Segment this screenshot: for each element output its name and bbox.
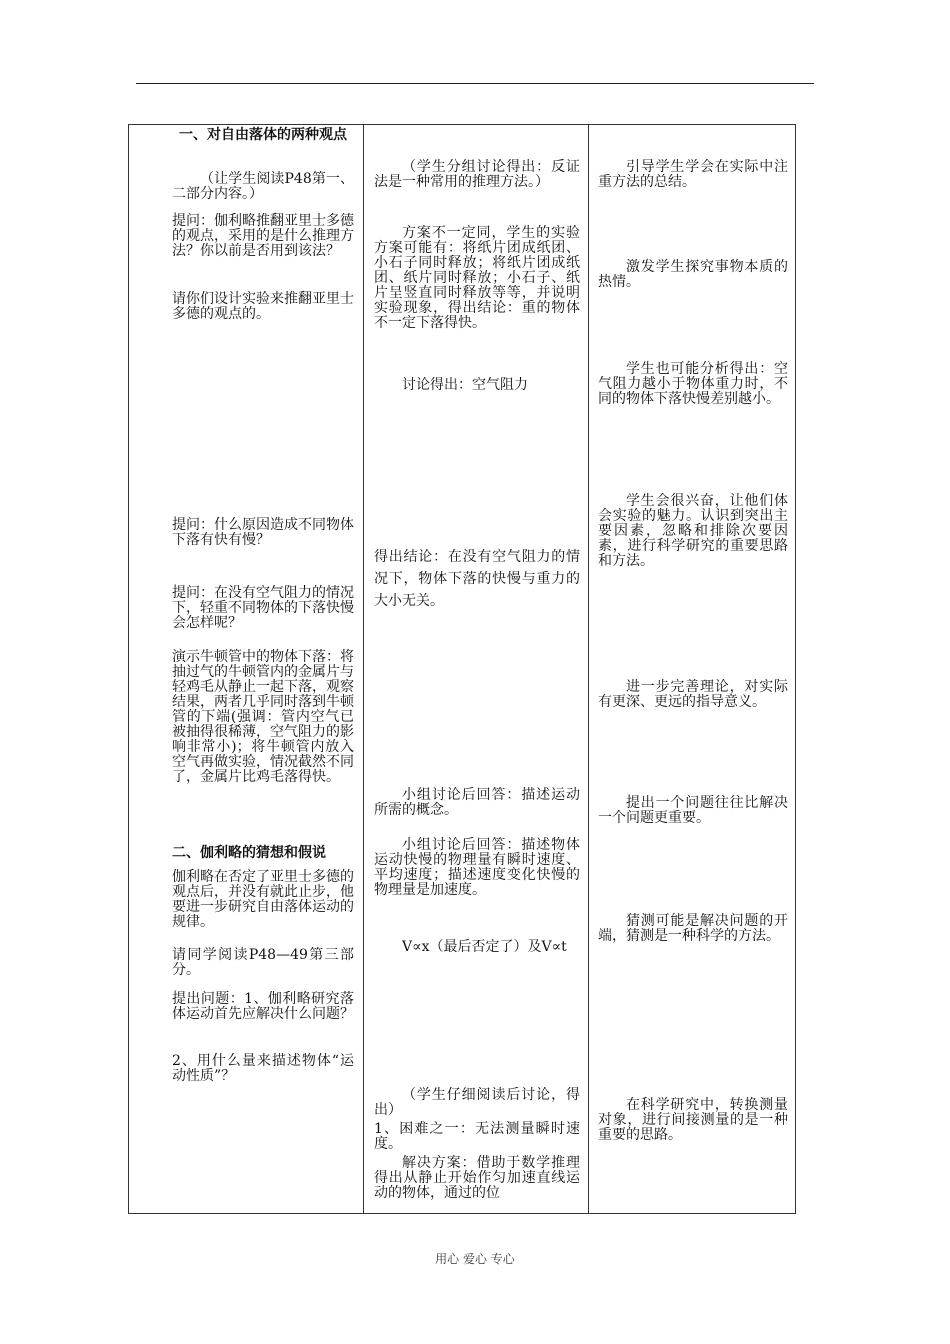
student-text: V∝x（最后否定了）及V∝t: [402, 939, 567, 955]
student-text: （学生分组讨论得出：反证法是一种常用的推理方法。）: [374, 159, 580, 190]
teacher-question: 提问：伽利略推翻亚里士多德的观点，采用的是什么推理方法？你以前是否用到该法？: [172, 213, 354, 259]
column-divider: [588, 124, 589, 1214]
design-note: 在科学研究中，转换测量对象，进行间接测量的是一种重要的思路。: [598, 1097, 788, 1143]
column-divider: [363, 124, 364, 1214]
teacher-question: 提问：什么原因造成不同物体下落有快有慢？: [172, 517, 354, 548]
design-note: 猜测可能是解决问题的开端，猜测是一种科学的方法。: [598, 913, 788, 944]
student-text: 解决方案：借助于数学推理得出从静止开始作匀加速直线运动的物体，通过的位: [374, 1155, 580, 1201]
teacher-text: 伽利略在否定了亚里士多德的观点后，并没有就此止步，他要进一步研究自由落体运动的规律。: [172, 869, 354, 930]
design-note: 提出一个问题往往比解决一个问题更重要。: [598, 795, 788, 826]
section-heading-galileo: 二、伽利略的猜想和假说: [172, 845, 326, 861]
teacher-text: 请同学阅读P48—49第三部分。: [172, 947, 354, 978]
section-heading-two-views: 一、对自由落体的两种观点: [179, 127, 347, 143]
demo-newton-tube: 演示牛顿管中的物体下落：将抽过气的牛顿管内的金属片与轻鸡毛从静止一起下落，观察结果，两者几乎同时落到牛顿管的下端(强调：管内空气已被抽得很稀薄，空气阻力的影响非常小)；将牛顿管内放入空气再做实验，情况截然不同了，金属片比鸡毛落得快。: [172, 649, 354, 785]
student-text: 小组讨论后回答：描述物体运动快慢的物理量有瞬时速度、平均速度；描述速度变化快慢的物理量是加速度。: [374, 837, 580, 898]
design-note: 学生也可能分析得出：空气阻力越小于物体重力时，不同的物体下落快慢差别越小。: [598, 361, 788, 407]
header-rule: [136, 83, 814, 84]
student-text: 1、困难之一：无法测量瞬时速度。: [374, 1121, 580, 1152]
design-note: 激发学生探究事物本质的热情。: [598, 259, 788, 290]
design-note: 学生会很兴奋，让他们体会实验的魅力。认识到突出主要因素，忽略和排除次要因素，进行科学研究的重要思路和方法。: [598, 493, 788, 569]
design-note: 引导学生学会在实际中注重方法的总结。: [598, 159, 788, 190]
student-conclusion: 得出结论：在没有空气阻力的情况下，物体下落的快慢与重力的大小无关。: [374, 549, 580, 609]
student-text: （学生仔细阅读后讨论，得出）: [374, 1087, 580, 1118]
teacher-text: （让学生阅读P48第一、二部分内容。）: [172, 171, 354, 202]
student-text: 讨论得出：空气阻力: [402, 377, 528, 393]
student-text: 小组讨论后回答：描述运动所需的概念。: [374, 787, 580, 818]
teacher-question: 提出问题：1、伽利略研究落体运动首先应解决什么问题？: [172, 991, 354, 1022]
design-note: 进一步完善理论，对实际有更深、更远的指导意义。: [598, 679, 788, 710]
teacher-text: 请你们设计实验来推翻亚里士多德的观点的。: [172, 291, 354, 322]
student-text: 方案不一定同，学生的实验方案可能有：将纸片团成纸团、小石子同时释放；将纸片团成纸团、纸片同时释放；小石子、纸片呈竖直同时释放等等，并说明实验现象，得出结论：重的物体不一定下落得快。: [374, 225, 580, 331]
teacher-question: 2、用什么量来描述物体“运动性质”？: [172, 1053, 354, 1084]
page-footer: 用心 爱心 专心: [435, 1252, 515, 1266]
teacher-question: 提问：在没有空气阻力的情况下，轻重不同物体的下落快慢会怎样呢？: [172, 585, 354, 631]
